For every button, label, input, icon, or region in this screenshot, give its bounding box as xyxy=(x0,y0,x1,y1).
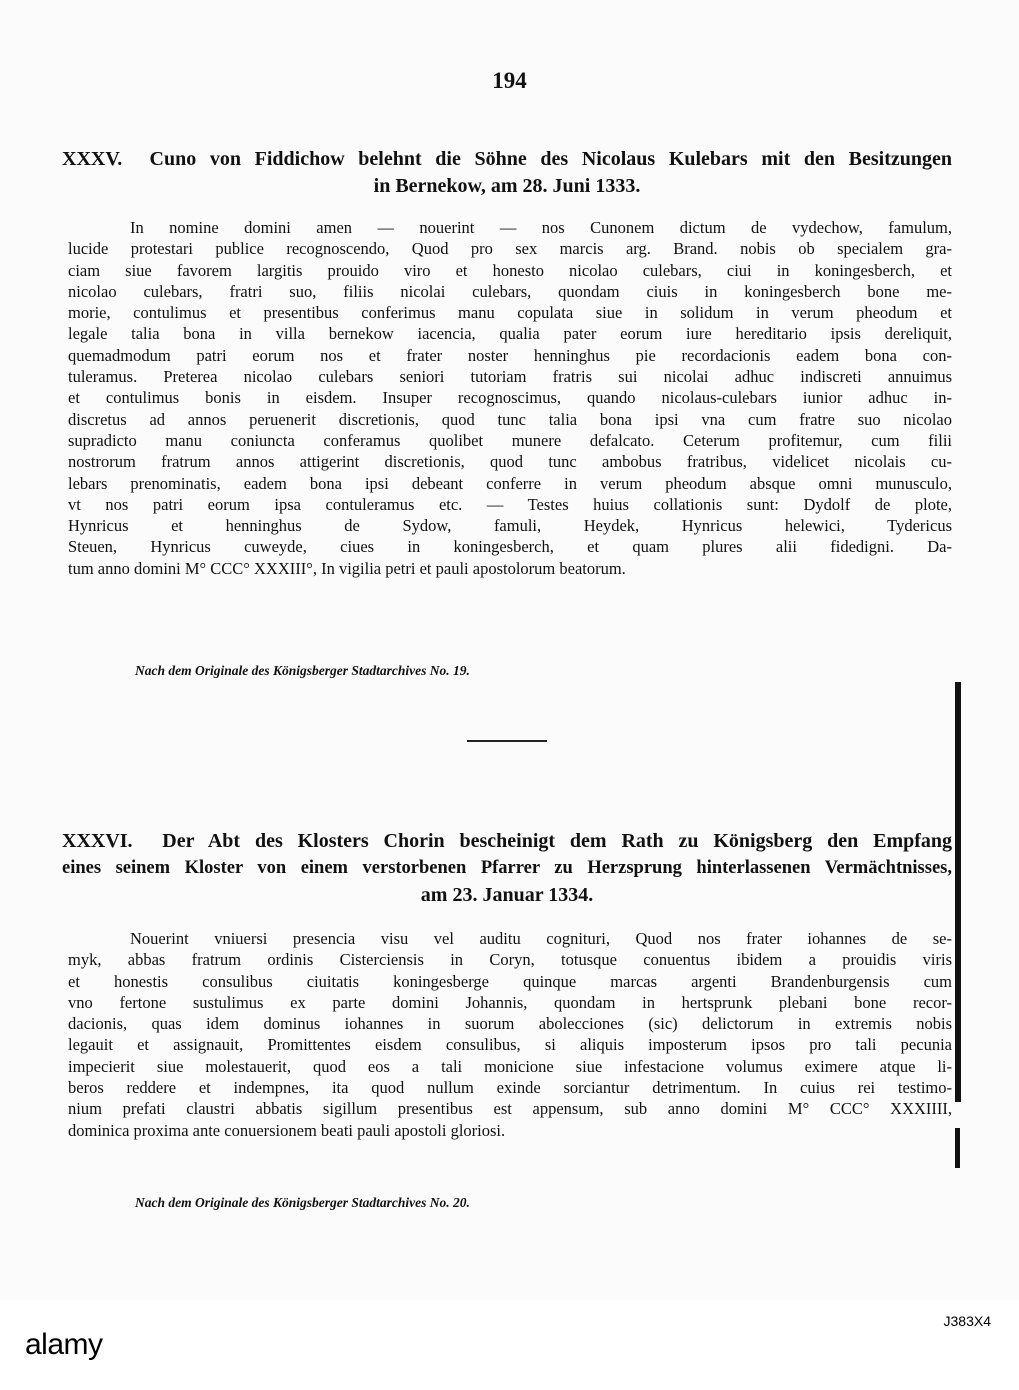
doc1-number: XXXV. xyxy=(62,148,123,170)
doc1-line: nostrorum fratrum annos attigerint discretionis, quod tunc ambobus fratribus, videlicet nicolais cu- xyxy=(68,452,952,472)
doc1-line: Steuen, Hynricus cuweyde, ciues in koningesberch, et quam plures alii fidedigni. Da- xyxy=(68,537,952,557)
doc2-line: et honestis consulibus ciuitatis koningesberge quinque marcas argenti Brandenburgensis cum xyxy=(68,971,952,991)
doc1-line: lucide protestari publice recognoscendo, Quod pro sex marcis arg. Brand. nobis ob specialem gra- xyxy=(68,239,952,259)
doc2-title-text: Der Abt des Klosters Chorin bescheinigt dem Rath zu Königsberg den Empfang xyxy=(162,830,953,852)
doc1-line: tum anno domini M° CCC° XXXIII°, In vigilia petri et pauli apostolorum beatorum. xyxy=(68,558,626,578)
doc2-body xyxy=(68,928,952,1141)
doc2-line: beros reddere et indempnes, ita quod nullum exinde sorciantur detrimentum. In cuius rei testimo- xyxy=(68,1078,952,1098)
doc2-line: dacionis, quas idem dominus iohannes in suorum abolecciones (sic) delictorum in extremis nobis xyxy=(68,1014,952,1034)
scan-margin-mark xyxy=(955,682,961,1102)
doc1-title-line1 xyxy=(62,146,952,173)
stock-footer xyxy=(0,1300,1019,1390)
doc1-line: lebars prenominatis, eadem bona ipsi debeant conferre in verum pheodum absque omni munusculo, xyxy=(68,473,952,493)
doc2-heading xyxy=(62,828,952,909)
doc1-line: morie, contulimus et presentibus conferimus manu copulata siue in solidum in verum pheodum et xyxy=(68,303,952,323)
doc2-title-line1 xyxy=(62,828,952,855)
doc2-line: vno fertone sustulimus ex parte domini Johannis, quondam in hertsprunk plebani bone recor- xyxy=(68,992,952,1012)
doc1-line: In nomine domini amen — nouerint — nos Cunonem dictum de vydechow, famulum, xyxy=(130,218,952,237)
doc1-line: Hynricus et henninghus de Sydow, famuli, Heydek, Hynricus helewici, Tydericus xyxy=(68,516,952,536)
doc2-number: XXXVI. xyxy=(62,830,133,852)
doc1-line: nicolao culebars, fratri suo, filiis nicolai culebars, quondam ciuis in koningesberch bone me- xyxy=(68,281,952,301)
doc1-source-note: Nach dem Originale des Königsberger Stadtarchives No. 19. xyxy=(135,663,470,678)
doc2-title-line1b: eines seinem Kloster von einem verstorbenen Pfarrer zu Herzsprung hinterlassenen Vermächtnisses, xyxy=(62,858,952,878)
stock-image-id: J383X4 xyxy=(943,1313,991,1329)
doc1-line: quemadmodum patri eorum nos et frater noster henninghus pie recordacionis eadem bona con- xyxy=(68,345,952,365)
page-number: 194 xyxy=(492,68,527,93)
scan-margin-mark xyxy=(955,1128,960,1168)
doc2-line: myk, abbas fratrum ordinis Cisterciensis in Coryn, totusque conuentus ibidem a prouidis viris xyxy=(68,950,952,970)
doc1-heading xyxy=(62,146,952,200)
doc1-line: et contulimus bonis in eisdem. Insuper recognoscimus, quando nicolaus-culebars iunior adhuc in- xyxy=(68,388,952,408)
doc2-title-line2: am 23. Januar 1334. xyxy=(420,884,594,906)
doc1-line: ciam siue favorem largitis prouido viro et honesto nicolao culebars, ciui in koningesberch, et xyxy=(68,260,952,280)
doc1-line: discretus ad annos peruenerit discretionis, quod tunc talia bona ipsi vna cum fratre suo nicolao xyxy=(68,409,952,429)
section-divider xyxy=(467,740,547,742)
doc2-line: impecierit siue molestauerit, quod eos a tali monicione siue infestacione volumus eximere atque li- xyxy=(68,1056,952,1076)
doc1-line: tuleramus. Preterea nicolao culebars seniori tutoriam fratris sui nicolai adhuc indiscreti annuimus xyxy=(68,367,952,387)
doc2-line: Nouerint vniuersi presencia visu vel auditu cognituri, Quod nos frater iohannes de se- xyxy=(130,929,952,948)
doc2-line: legauit et assignauit, Promittentes eisdem consulibus, si aliquis imposterum ipsos pro tali pecunia xyxy=(68,1035,952,1055)
doc1-title-line2: in Bernekow, am 28. Juni 1333. xyxy=(373,175,641,197)
doc1-line: vt nos patri eorum ipsa contuleramus etc. — Testes huius collationis sunt: Dydolf de plote, xyxy=(68,494,952,514)
doc2-line: nium prefati claustri abbatis sigillum presentibus est appensum, sub anno domini M° CCC° XXXIIII, xyxy=(68,1099,952,1119)
doc1-line: supradicto manu coniuncta conferamus quolibet munere defalcato. Ceterum profitemur, cum filii xyxy=(68,430,952,450)
doc1-body xyxy=(68,217,952,579)
doc1-title-text: Cuno von Fiddichow belehnt die Söhne des Nicolaus Kulebars mit den Besitzungen xyxy=(149,148,953,170)
doc2-source-note: Nach dem Originale des Königsberger Stadtarchives No. 20. xyxy=(135,1195,470,1210)
doc1-line: legale talia bona in villa bernekow iacencia, qualia pater eorum iure hereditario ipsis dereliquit, xyxy=(68,324,952,344)
doc2-line: dominica proxima ante conuersionem beati pauli apostoli gloriosi. xyxy=(68,1120,506,1140)
brand-logo: alamy xyxy=(25,1328,103,1361)
